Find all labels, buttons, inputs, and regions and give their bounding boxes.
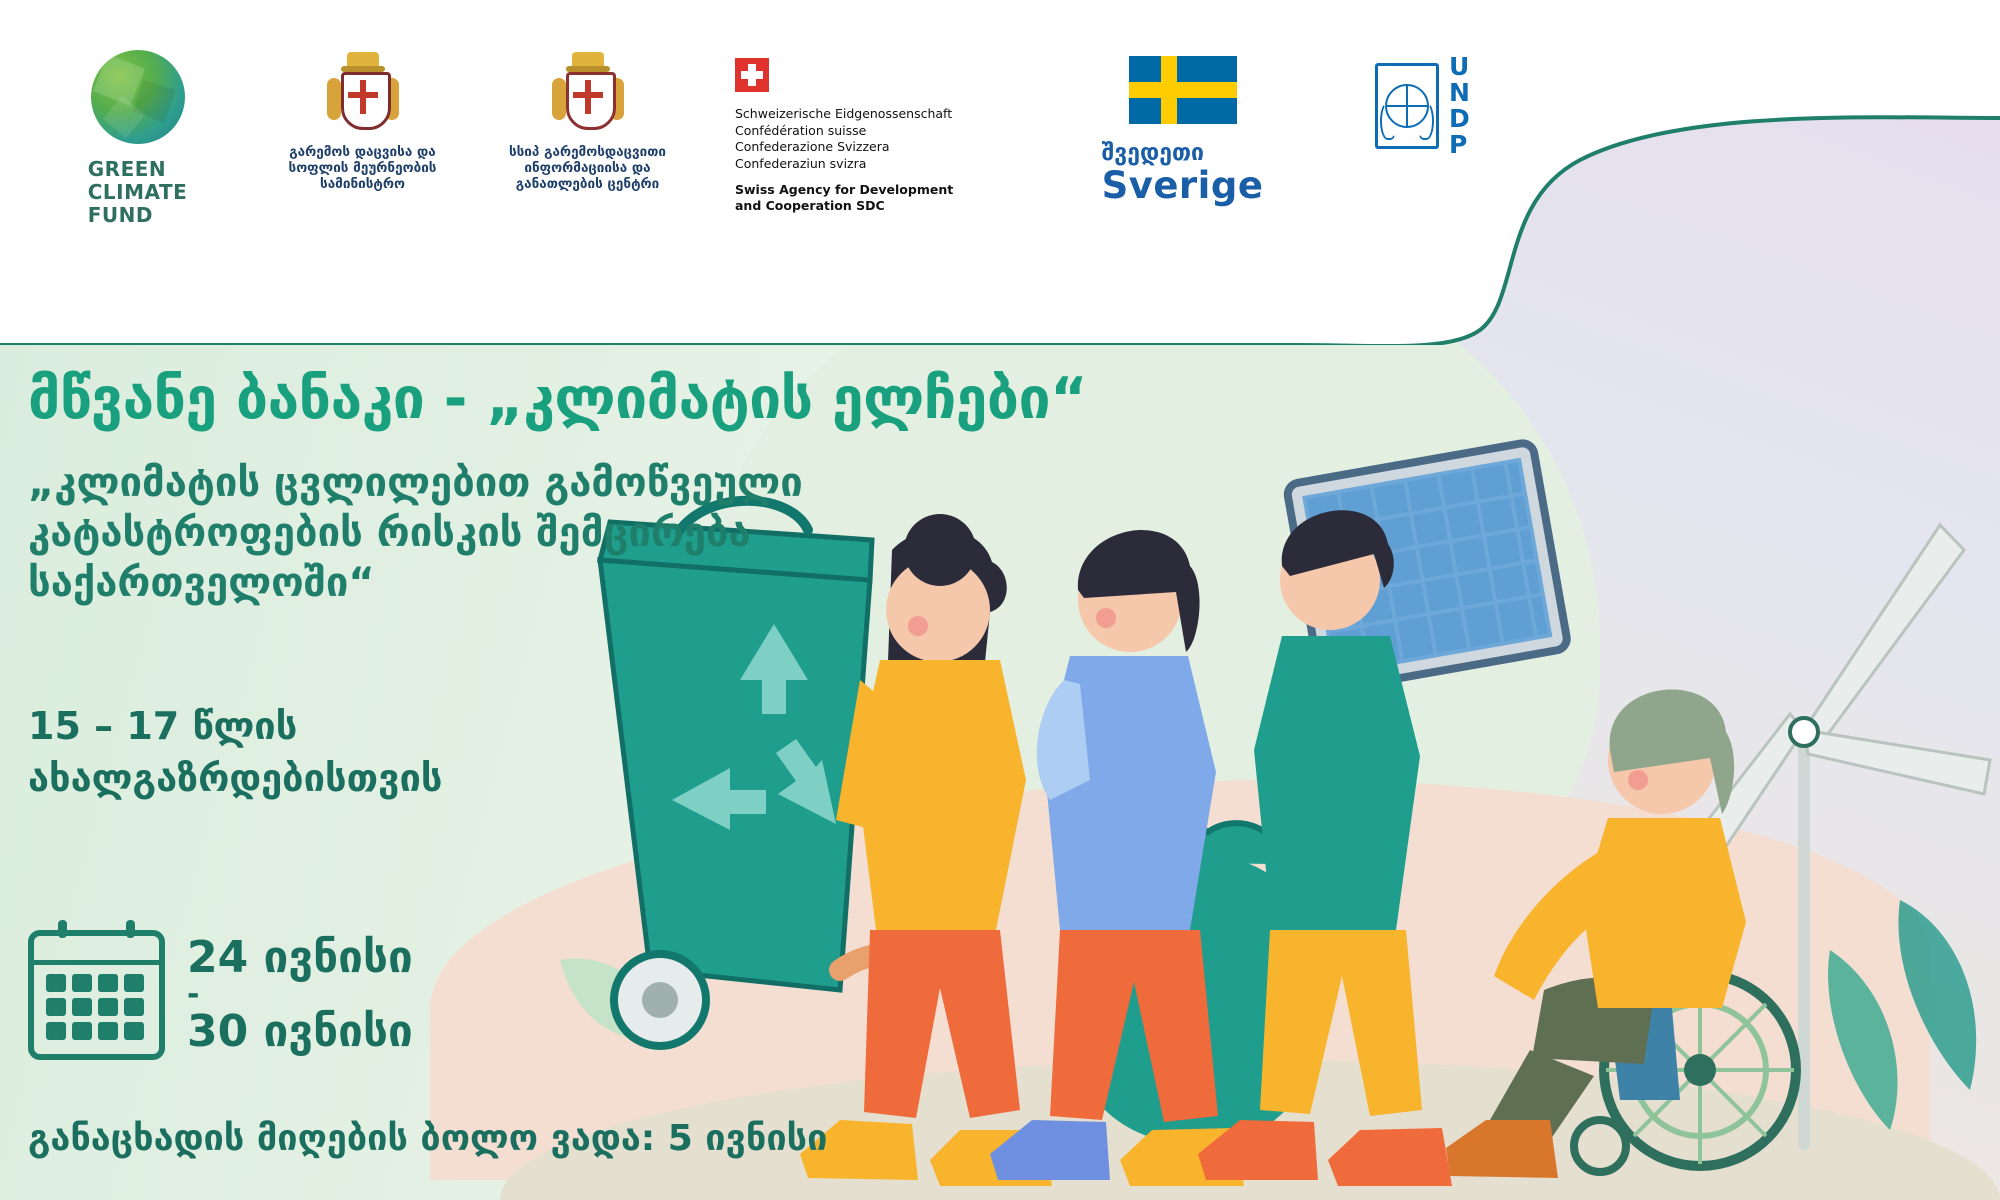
logo-swiss-sdc xyxy=(735,56,990,214)
logo-green-climate-fund xyxy=(30,50,245,227)
undp-letter-p: P xyxy=(1449,130,1469,159)
undp-letter-d: D xyxy=(1449,104,1471,133)
logo-information-education-centre xyxy=(480,50,695,192)
sweden-label-georgian: შვედეთი xyxy=(1101,140,1204,166)
undp-letter-u: U xyxy=(1449,52,1471,81)
sweden-flag-icon xyxy=(1129,56,1237,124)
swiss-name-de: Schweizerische Eidgenossenschaft xyxy=(735,106,953,121)
swiss-flag-icon xyxy=(735,58,769,92)
undp-wordmark xyxy=(1449,54,1471,158)
gcf-line-3: FUND xyxy=(87,203,153,227)
audience-target: ახალგაზრდებისთვის xyxy=(28,756,443,800)
undp-letter-n: N xyxy=(1449,78,1471,107)
swiss-agency-line-1: Swiss Agency for Development xyxy=(735,182,954,197)
swiss-name-fr: Confédération suisse xyxy=(735,122,867,138)
page-title: მწვანე ბანაკი - „კლიმატის ელჩები“ xyxy=(28,366,1088,432)
date-end: 30 ივნისი xyxy=(187,1006,413,1057)
audience-age-range: 15 – 17 წლის xyxy=(28,704,298,748)
education-centre-crest-icon xyxy=(552,50,624,136)
gcf-line-2: CLIMATE xyxy=(87,180,188,204)
centre-caption: სსიპ გარემოსდაცვითი ინფორმაციისა და განათლების ცენტრი xyxy=(508,144,667,192)
logo-undp xyxy=(1375,54,1471,158)
un-emblem-icon xyxy=(1375,63,1439,149)
logo-sweden xyxy=(1030,56,1335,206)
swiss-confederation-names xyxy=(735,106,953,172)
gcf-line-1: GREEN xyxy=(87,157,167,181)
green-climate-fund-icon xyxy=(91,50,185,144)
audience-block xyxy=(28,700,728,804)
swiss-agency-line-2: and Cooperation SDC xyxy=(735,198,885,213)
logo-ministry xyxy=(255,50,470,192)
sweden-label-latin: Sverige xyxy=(1101,164,1264,207)
georgia-coat-of-arms-icon xyxy=(327,50,399,136)
ministry-caption: გარემოს დაცვისა და სოფლის მეურნეობის სამინისტრო xyxy=(288,144,437,192)
swiss-name-it: Confederazione Svizzera xyxy=(735,139,890,154)
partner-logos xyxy=(30,50,1471,227)
date-range-text xyxy=(187,932,413,1058)
swiss-name-rm: Confederaziun svizra xyxy=(735,155,867,171)
application-deadline: განაცხადის მიღების ბოლო ვადა: 5 ივნისი xyxy=(28,1118,828,1159)
date-start: 24 ივნისი xyxy=(187,932,413,983)
green-climate-fund-wordmark xyxy=(88,158,188,227)
calendar-icon xyxy=(28,930,165,1060)
event-dates xyxy=(28,930,413,1060)
swiss-agency-subtitle xyxy=(735,182,953,214)
date-separator: - xyxy=(187,977,200,1012)
page-subtitle: „კლიმატის ცვლილებით გამოწვეული კატასტროფების რისკის შემცირება საქართველოში“ xyxy=(28,460,803,606)
